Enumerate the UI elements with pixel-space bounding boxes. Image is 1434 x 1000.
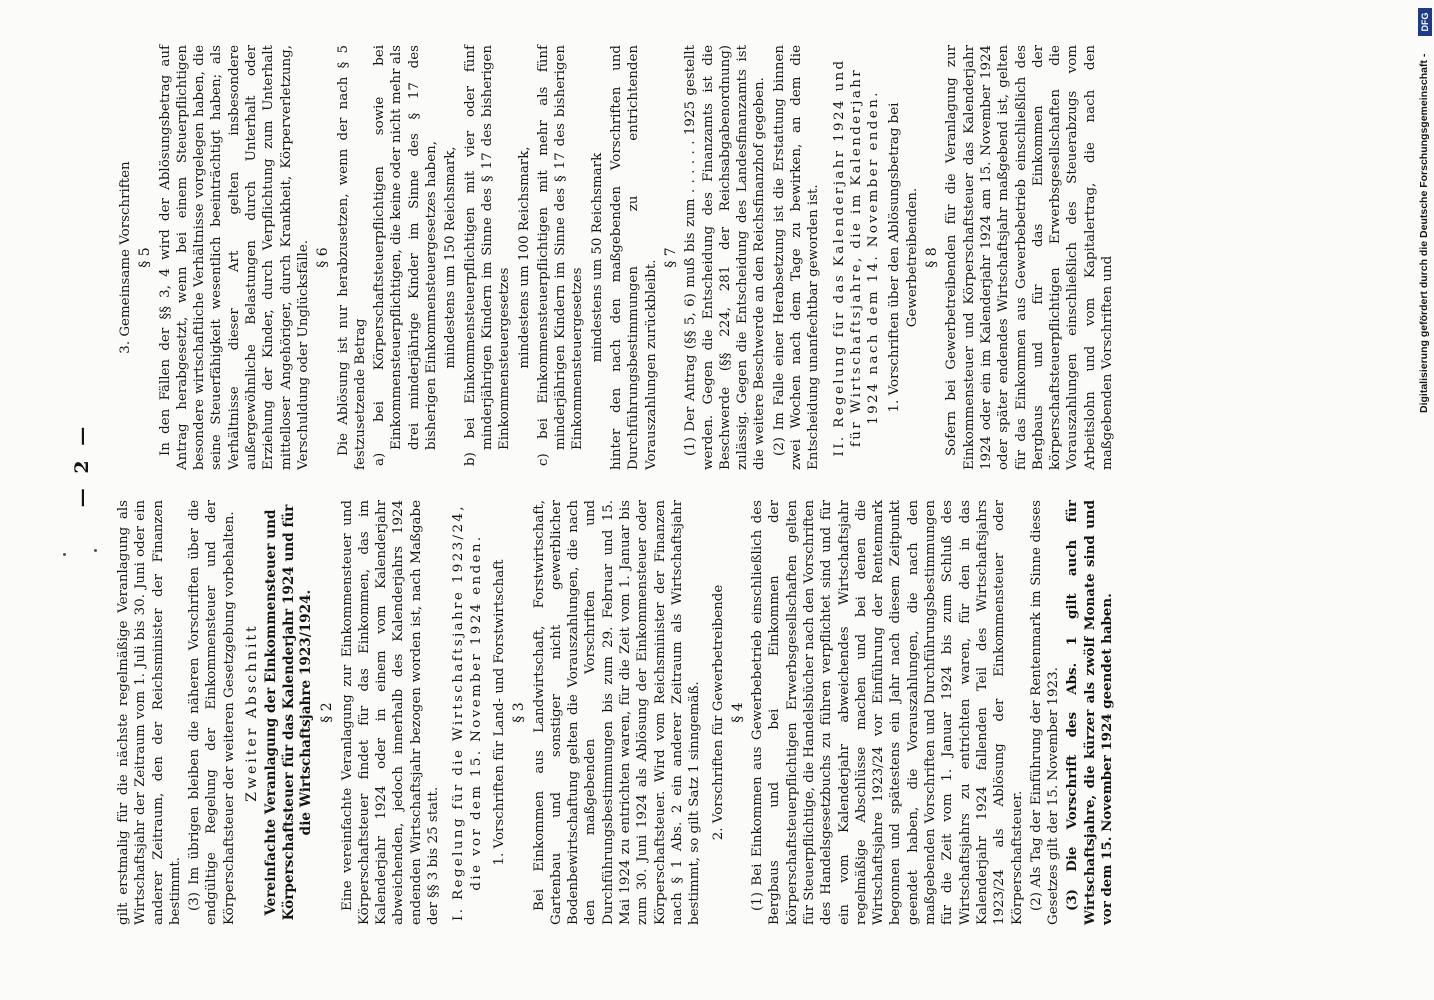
paragraph: (1) Bei Einkommen aus Gewerbebetrieb einschließlich des Bergbaus und bei Einkommen der körperschaftsteuerpflichtigen Erwerbsgesellschaften gelten für Steuerpflichtige, die Handelsbücher nach den Vorschriften des Handelsgesetzbuchs zu führen verpflichtet sind und für ein vom Kalenderjahr abweichendes Wirtschaftsjahr regelmäßige Abschlüsse machen und bei denen die Wirtschaftsjahre 1923/24 vor Einführung der Rentenmark begonnen und spätestens ein Jahr nach diesem Zeitpunkt geendet haben, die Vorauszahlungen, die nach den maßgebenden Vorschriften und Durchführungsbestimmungen für die Zeit vom 1. Januar 1924 bis zum Schluß des Wirtschaftsjahrs zu entrichten waren, für den in das Kalenderjahr 1924 fallenden Teil des Wirtschaftsjahrs 1923/24 als Ablösung der Einkommensteuer oder Körperschaftsteuer. [750, 500, 1025, 925]
page-number: — 2 — [71, 422, 93, 508]
paragraph-sign: § 5 [137, 247, 154, 268]
section-heading: Zweiter Abschnitt [244, 623, 261, 802]
list-item: a) bei Körperschaftsteuerpflichtigen sowie bei Einkommensteuerpflichtigen, die keine oder nicht mehr als drei minderjährige Kinder im Sinne des § 17 des bisherigen Einkommensteuergesetzes haben, [372, 45, 440, 466]
list-item-amount: mindestens um 100 Reichsmark, [516, 146, 532, 369]
scan-speck [94, 549, 97, 552]
list-item-amount: mindestens um 150 Reichsmark, [443, 146, 459, 369]
paragraph: (3) Im übrigen bleiben die näheren Vorschriften über die endgültige Regelung der Einkommensteuer und der Körperschaftsteuer der weiteren Gesetzgebung vorbehalten. [187, 500, 237, 925]
dfg-logo-text: DFG [1420, 12, 1430, 32]
subsection-heading: 1. Vorschriften über den Ablösungsbetrag bei Gewerbetreibenden. [887, 102, 920, 413]
paragraph: Sofern bei Gewerbetreibenden für die Veranlagung zur Einkommensteuer und Körperschaftsteuer das Kalenderjahr 1924 oder ein im Kalenderjahr 1924 am 15. November 1924 oder später endendes Wirtschaftsjahr maßgebend ist, gelten für das Einkommen aus Gewerbebetrieb einschließlich des Bergbaus und für das Einkommen der körperschaftsteuerpflichtigen Erwerbsgesellschaften die Vorauszahlungen einschließlich des Steuerabzugs vom Arbeitslohn und vom Kapitalertrag, die nach den maßgebenden Vorschriften und [944, 45, 1116, 470]
rotated-document-page [71, 45, 1116, 925]
dfg-logo [1418, 8, 1432, 36]
paragraph: Bei Einkommen aus Landwirtschaft, Forstwirtschaft, Gartenbau und sonstiger nicht gewerblicher Bodenbewirtschaftung gelten die Vorauszahlungen, die nach den maßgebenden Vorschriften und Durchführungsbestimmungen bis zum 29. Februar und 15. Mai 1924 zu entrichten waren, für die Zeit vom 1. Januar bis zum 30. Juni 1924 als Ablösung der Einkommensteuer oder Körperschaftsteuer. Wird vom Reichsminister der Finanzen nach § 1 Abs. 2 ein anderer Zeitraum als Wirtschaftsjahr bestimmt, so gilt Satz 1 sinngemäß. [531, 500, 703, 925]
paragraph: hinter den nach den maßgebenden Vorschriften und Durchführungsbestimmungen zu entrichtenden Vorauszahlungen zurückbleibt. [609, 45, 659, 470]
subsection-heading: II. Regelung für das Kalenderjahr 1924 und für Wirtschaftsjahre, die im Kalenderjahr 1924 nach dem 14. November enden. [831, 58, 882, 457]
list-item: c) bei Einkommensteuerpflichtigen mit mehr als fünf minderjährigen Kindern im Sinne des § 17 des bisherigen Einkommensteuergesetzes [535, 45, 586, 466]
list-item: b) bei Einkommensteuerpflichtigen mit vier oder fünf minderjährigen Kindern im Sinne des § 17 des bisherigen Einkommensteuergesetzes [462, 45, 513, 466]
left-column [115, 500, 1118, 925]
subsection-heading: 3. Gemeinsame Vorschriften [118, 161, 133, 354]
paragraph: (3) Die Vorschrift des Abs. 1 gilt auch für Wirtschaftsjahre, die kürzer als zwölf Monate sind und vor dem 15. November 1924 geendet haben. [1064, 500, 1116, 925]
subsection-heading: I. Regelung für die Wirtschaftsjahre 1923/24, die vor dem 15. November 1924 enden. [451, 504, 484, 921]
paragraph: Eine vereinfachte Veranlagung zur Einkommensteuer und Körperschaftsteuer findet für das Einkommen, das im Kalenderjahr 1924 oder in einem vom Kalenderjahr abweichenden, jedoch innerhalb des Kalenderjahrs 1924 endenden Wirtschaftsjahr bezogen worden ist, nach Maßgabe der §§ 3 bis 25 statt. [339, 500, 442, 925]
paragraph-sign: § 4 [729, 702, 746, 723]
subsection-heading: 2. Vorschriften für Gewerbetreibende [710, 584, 726, 841]
list-item-amount: mindestens um 50 Reichsmark [589, 152, 605, 363]
scan-speck [63, 553, 66, 556]
paragraph: (2) Im Falle einer Herabsetzung ist die Erstattung binnen zwei Wochen nach dem Tage zu bewirken, an dem die Entscheidung unanfechtbar geworden ist. [771, 45, 822, 470]
paragraph: In den Fällen der §§ 3, 4 wird der Ablösungsbetrag auf Antrag herabgesetzt, wenn bei einem Steuerpflichtigen besondere wirtschaftliche Verhältnisse vorgelegen haben, die seine Steuerfähigkeit wesentlich beeinträchtigt haben; als Verhältnisse dieser Art gelten insbesondere außergewöhnliche Belastungen durch Unterhalt oder Erziehung der Kinder, durch Verpflichtung zum Unterhalt mittelloser Angehöriger, durch Krankheit, Körperverletzung, Verschuldung oder Unglücksfälle. [157, 45, 311, 470]
paragraph: Die Ablösung ist nur herabzusetzen, wenn der nach § 5 festzusetzende Betrag [335, 45, 368, 470]
paragraph: (2) Als Tag der Einführung der Rentenmark im Sinne dieses Gesetzes gilt der 15. November 1923. [1028, 500, 1062, 925]
paragraph: gilt erstmalig für die nächste regelmäßige Veranlagung als Wirtschaftsjahr der Zeitraum vom 1. Juli bis 30. Juni oder ein anderer Zeitraum, den der Reichsminister der Finanzen bestimmt. [116, 500, 183, 925]
credit-text: Digitalisierung gefördert durch die Deutsche Forschungsgemeinschaft - [1418, 53, 1430, 413]
paragraph: (1) Der Antrag (§§ 5, 6) muß bis zum . . . . . . 1925 gestellt werden. Gegen die Entscheidung des Finanzamts ist die Beschwerde (§§ 224, 281 der Reichsabgabenordnung) zulässig. Gegen die Entscheidung des Landesfinanzamts ist die weitere Beschwerde an den Reichsfinanzhof gegeben. [683, 45, 768, 470]
paragraph-sign: § 6 [315, 247, 332, 268]
paragraph-sign: § 8 [924, 247, 941, 268]
paragraph-sign: § 3 [511, 702, 528, 723]
digitization-credit [1416, 8, 1434, 413]
subsection-heading: 1. Vorschriften für Land- und Forstwirtschaft [491, 559, 507, 866]
section-title: Vereinfachte Veranlagung der Einkommensteuer und Körperschaftsteuer für das Kalenderjahr 1924 und für die Wirtschaftsjahre 1923/1924. [263, 504, 314, 921]
paragraph-sign: § 2 [319, 702, 336, 723]
right-column [115, 45, 1118, 470]
paragraph-sign: § 7 [662, 247, 679, 268]
